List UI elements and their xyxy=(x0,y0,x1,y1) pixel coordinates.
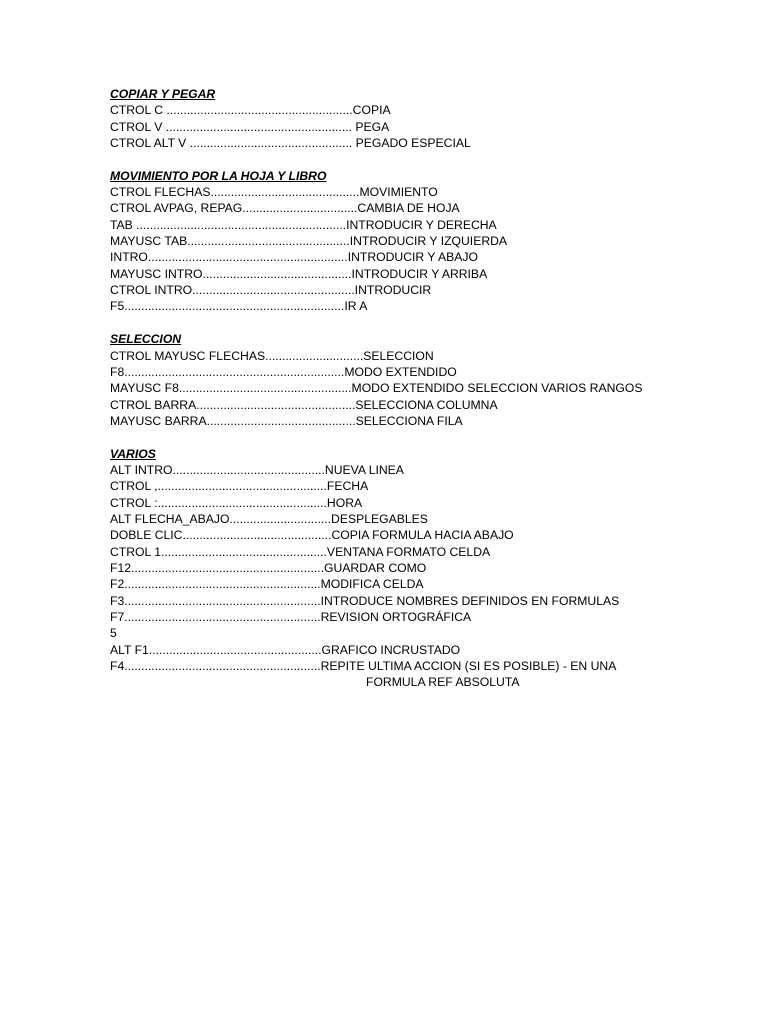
shortcut-line: CTROL ALT V ................................................ PEGADO ESPECIAL xyxy=(110,136,471,151)
shortcut-line: ALT F1...................................................GRAFICO INCRUSTADO xyxy=(110,642,461,657)
continuation-line: FORMULA REF ABSOLUTA xyxy=(366,675,520,690)
section-heading: MOVIMIENTO POR LA HOJA Y LIBRO xyxy=(110,168,327,183)
shortcut-line: F5.................................................................IR A xyxy=(110,299,368,314)
shortcut-line: MAYUSC F8...................................................MODO EXTENDIDO SELECCION VARIOS RANGOS xyxy=(110,381,643,396)
shortcut-line: MAYUSC BARRA............................................SELECCIONA FILA xyxy=(110,413,463,428)
section-varios xyxy=(110,446,730,691)
shortcut-line: F12.........................................................GUARDAR COMO xyxy=(110,560,427,575)
shortcut-line: F8.................................................................MODO EXTENDIDO xyxy=(110,364,457,379)
document-page xyxy=(110,86,730,707)
section-heading: VARIOS xyxy=(110,446,156,461)
shortcut-line: DOBLE CLIC............................................COPIA FORMULA HACIA ABAJO xyxy=(110,528,514,543)
shortcut-line: TAB ..............................................................INTRODUCIR Y DERECHA xyxy=(110,217,497,232)
shortcut-line: F7..........................................................REVISION ORTOGRÁFICA xyxy=(110,610,472,624)
section-copiar-pegar xyxy=(110,86,730,151)
section-heading: SELECCION xyxy=(110,332,182,347)
shortcut-line: MAYUSC TAB................................................INTRODUCIR Y IZQUIERDA xyxy=(110,234,508,249)
shortcut-line: ALT FLECHA_ABAJO..............................DESPLEGABLES xyxy=(110,511,428,526)
section-movimiento xyxy=(110,168,730,315)
shortcut-line: MAYUSC INTRO............................................INTRODUCIR Y ARRIBA xyxy=(110,266,488,281)
section-seleccion xyxy=(110,331,730,429)
shortcut-line: INTRO...........................................................INTRODUCIR Y ABAJO xyxy=(110,250,478,265)
shortcut-line: F4..........................................................REPITE ULTIMA ACCION (SI ES POSIBLE) - EN UNA xyxy=(110,659,617,674)
shortcut-line: CTROL V ....................................................... PEGA xyxy=(110,119,390,134)
shortcut-line: CTROL C .......................................................COPIA xyxy=(110,103,391,118)
shortcut-line: ALT INTRO.............................................NUEVA LINEA xyxy=(110,462,404,477)
shortcut-line: CTROL MAYUSC FLECHAS.............................SELECCION xyxy=(110,348,434,363)
shortcut-line: CTROL ,..................................................FECHA xyxy=(110,479,369,494)
stray-number: 5 xyxy=(110,626,117,641)
shortcut-line: CTROL FLECHAS............................................MOVIMIENTO xyxy=(110,185,438,200)
shortcut-line: CTROL 1.................................................VENTANA FORMATO CELDA xyxy=(110,544,491,559)
shortcut-line: CTROL AVPAG, REPAG..................................CAMBIA DE HOJA xyxy=(110,201,460,216)
shortcut-line: CTROL BARRA...............................................SELECCIONA COLUMNA xyxy=(110,397,498,412)
shortcut-line: CTROL INTRO................................................INTRODUCIR xyxy=(110,283,432,298)
shortcut-line: CTROL :..................................................HORA xyxy=(110,495,363,510)
shortcut-line: F3..........................................................INTRODUCE NOMBRES DEFINIDOS EN FORMULAS xyxy=(110,593,620,608)
section-heading: COPIAR Y PEGAR xyxy=(110,87,216,101)
shortcut-line: F2..........................................................MODIFICA CELDA xyxy=(110,577,424,592)
